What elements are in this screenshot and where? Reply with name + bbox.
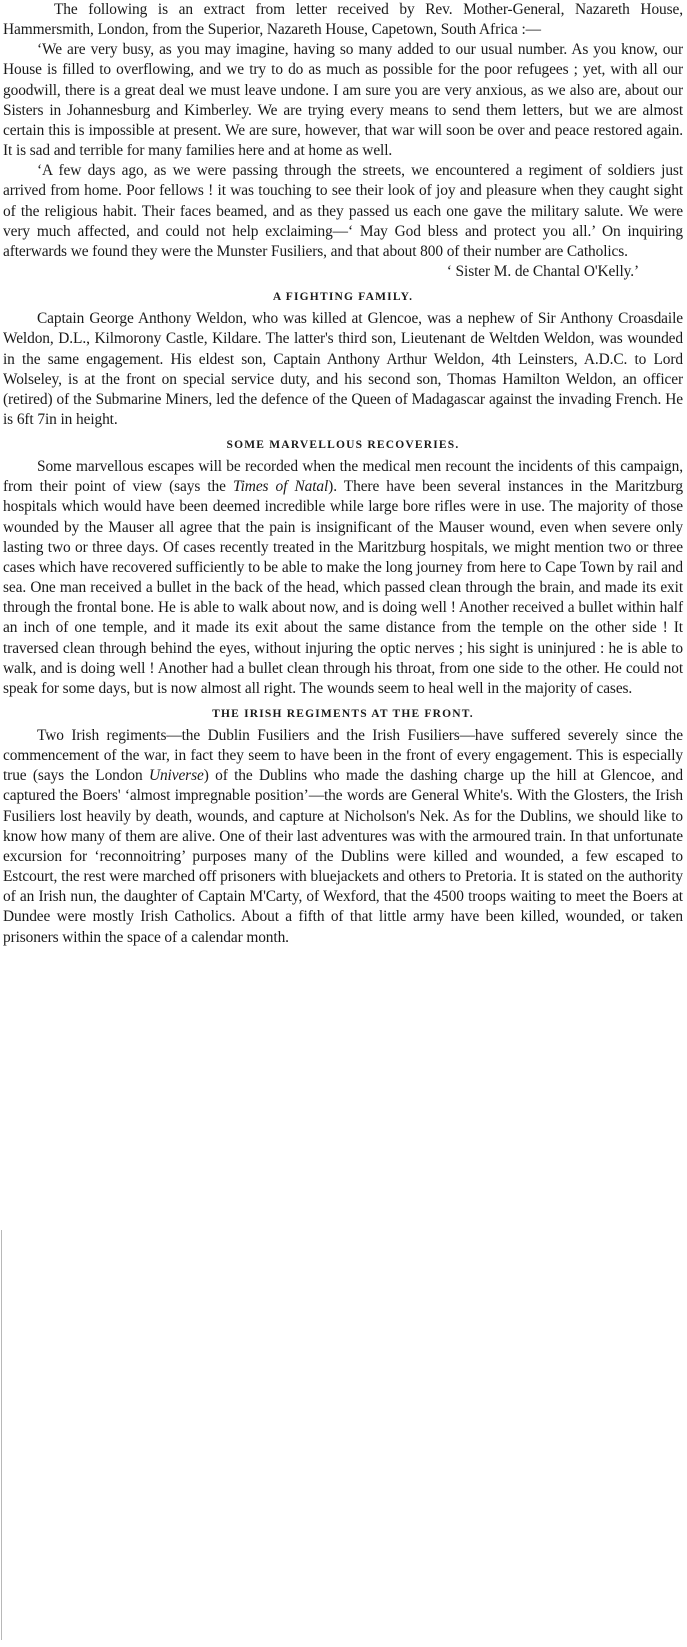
- fighting-family-heading: A FIGHTING FAMILY.: [272, 291, 414, 304]
- fighting-family-body: Captain George Anthony Weldon, who was killed at Glencoe, was a nephew of Sir Anthony Croasdaile Weldon, D.L., Kilmorony Castle, Kildare. The latter's third son, Lieutenant de Weltden Weldon, was wounded in the same engagement. His eldest son, Captain Anthony Arthur Weldon, 4th Leinsters, A.D.C. to Lord Wolseley, is at the front on special service duty, and his second son, Thomas Hamilton Weldon, an officer (retired) of the Submarine Miners, led the defence of the Queen of Madagascar against the invading French. He is 6ft 7in in height.: [3, 310, 683, 428]
- recoveries-source: Times of Natal: [233, 478, 329, 496]
- irish-regiments-source: Universe: [148, 767, 204, 785]
- irish-regiments-body: [3, 726, 683, 948]
- recoveries-body: [3, 457, 683, 699]
- recoveries-article: [3, 436, 683, 699]
- recoveries-heading: SOME MARVELLOUS RECOVERIES.: [226, 439, 460, 452]
- irish-regiments-article: [3, 705, 683, 948]
- letter-intro: The following is an extract from letter received by Rev. Mother-General, Nazareth House, Hammersmith, London, from the Superior, Nazareth House, Capetown, South Africa :—: [3, 1, 683, 39]
- column-margin-rule: [1, 1230, 2, 1640]
- fighting-family-article: [3, 288, 683, 430]
- irish-regiments-body-end: ) of the Dublins who made the dashing charge up the hill at Glencoe, and captured the Boers' ‘almost impregnable position’—the words are General White's. With the Glosters, the Irish Fusiliers lost heavily by death, wounds, and capture at Nicholson's Nek. As for the Dublins, we should like to know how many of them are alive. One of their last adventures was with the armoured train. In that unfortunate excursion for ‘reconnoitring’ purposes many of the Dublins were killed and wounded, a few escaped to Estcourt, the rest were marched off prisoners with bluejackets and others to Pretoria. It is stated on the authority of an Irish nun, the daughter of Captain M'Carty, of Wexford, that the 4500 troops waiting to meet the Boers at Dundee were mostly Irish Catholics. About a fifth of that little army have been killed, wounded, or taken prisoners within the space of a calendar month.: [3, 767, 683, 946]
- recoveries-body-end: ). There have been several instances in the Maritzburg hospitals which would have been deemed incredible while large bore rifles were in use. The majority of those wounded by the Mauser all agree that the pain is insignificant of the Mauser wound, even when severe only lasting two or three days. Of cases recently treated in the Maritzburg hospitals, we might mention two or three cases which have recovered sufficiently to be able to make the long journey from here to Cape Town by rail and sea. One man received a bullet in the back of the head, which passed clean through the brain, and made its exit through the frontal bone. He is able to walk about now, and is doing well ! Another received a bullet within half an inch of one temple, and it made its exit about the same distance from the temple on the other side ! It traversed clean through behind the eyes, without injuring the optic nerves ; his sight is uninjured : he is able to walk, and is doing well ! Another had a bullet clean through his throat, from one side to the other. He could not speak for some days, but is now almost all right. The wounds seem to heal well in the majority of cases.: [3, 478, 683, 697]
- letter-paragraph-1: ‘We are very busy, as you may imagine, having so many added to our usual number. As you know, our House is filled to overflowing, and we try to do as much as possible for the poor refugees ; yet, with all our goodwill, there is a great deal we must leave undone. I am sure you are very anxious, as we also are, about our Sisters in Johannesburg and Kimberley. We are trying every means to send them letters, but we are almost certain this is impossible at present. We are sure, however, that war will soon be over and peace restored again. It is sad and terrible for many families here and at home as well.: [3, 41, 683, 160]
- recoveries-body-start: Some marvellous escapes will be recorded when the medical men recount the incidents of this campaign, from their point of view (says the: [3, 458, 683, 496]
- irish-regiments-heading: THE IRISH REGIMENTS AT THE FRONT.: [212, 708, 474, 720]
- letter-article: [3, 0, 683, 282]
- irish-regiments-body-start: Two Irish regiments—the Dublin Fusiliers and the Irish Fusiliers—have suffered severely since the commencement of the war, in fact they seem to have been in the front of every engagement. This is especially true (says the London: [3, 727, 683, 785]
- letter-paragraph-2: ‘A few days ago, as we were passing through the streets, we encountered a regiment of soldiers just arrived from home. Poor fellows ! it was touching to see their look of joy and pleasure when they caught sight of the religious habit. Their faces beamed, and as they passed us each one gave the military salute. We were very much affected, and could not help exclaiming—‘ May God bless and protect you all.’ On inquiring afterwards we found they were the Munster Fusiliers, and that about 800 of their number are Catholics.: [3, 162, 683, 260]
- letter-signature: ‘ Sister M. de Chantal O'Kelly.’: [446, 263, 639, 281]
